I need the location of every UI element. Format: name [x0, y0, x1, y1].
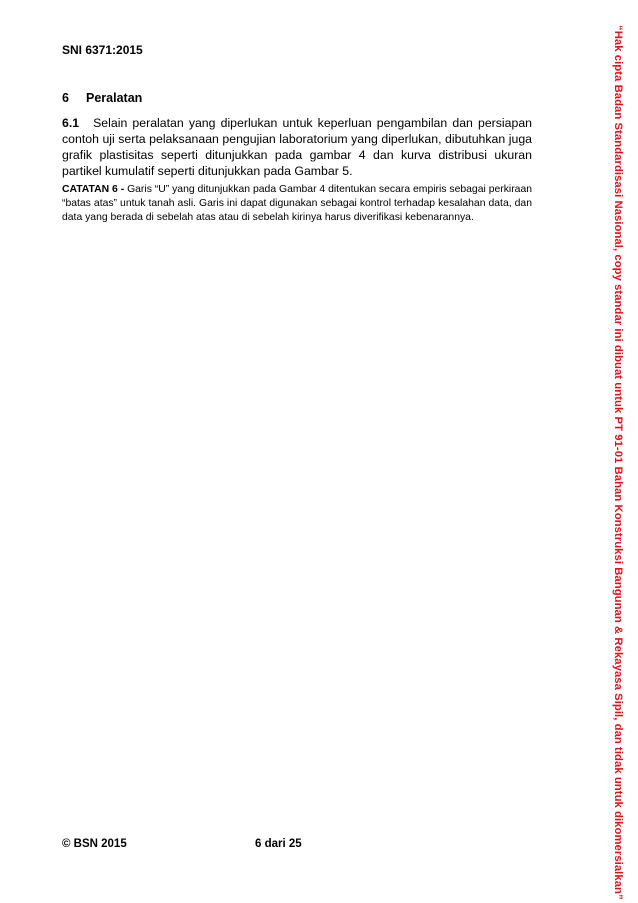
section-heading: [62, 91, 142, 105]
note-text: Garis “U” yang ditunjukkan pada Gambar 4 ditentukan secara empiris sebagai perkiraan “batas atas” untuk tanah asli. Garis ini dapat digunakan sebagai kontrol terhadap kesalahan data, dan data yang berada di sebelah atas atau di sebelah kirinya harus diverifikasi kebenarannya.: [62, 184, 533, 223]
note-6: [62, 183, 532, 225]
paragraph-number: 6.1: [62, 116, 80, 130]
footer-page-number: 6 dari 25: [255, 838, 302, 850]
paragraph-6-1: [62, 115, 532, 179]
footer-copyright: © BSN 2015: [62, 838, 127, 850]
document-id: SNI 6371:2015: [62, 43, 143, 57]
section-number: 6: [62, 91, 69, 105]
section-title: Peralatan: [86, 91, 143, 105]
copyright-watermark: “Hak cipta Badan Standardisasi Nasional, copy standar ini dibuat untuk PT 91-01 Bahan Konstruksi Bangunan & Rekayasa Sipil, dan tidak untuk dikomersialkan”: [612, 25, 624, 900]
note-label: CATATAN 6 -: [62, 184, 125, 195]
paragraph-text: Selain peralatan yang diperlukan untuk keperluan pengambilan dan persiapan contoh uji serta pelaksanaan pengujian laboratorium yang diperlukan, dibutuhkan juga grafik plastisitas seperti ditunjukkan pada gambar 4 dan kurva distribusi ukuran partikel kumulatif seperti ditunjukkan pada Gambar 5.: [62, 116, 532, 178]
